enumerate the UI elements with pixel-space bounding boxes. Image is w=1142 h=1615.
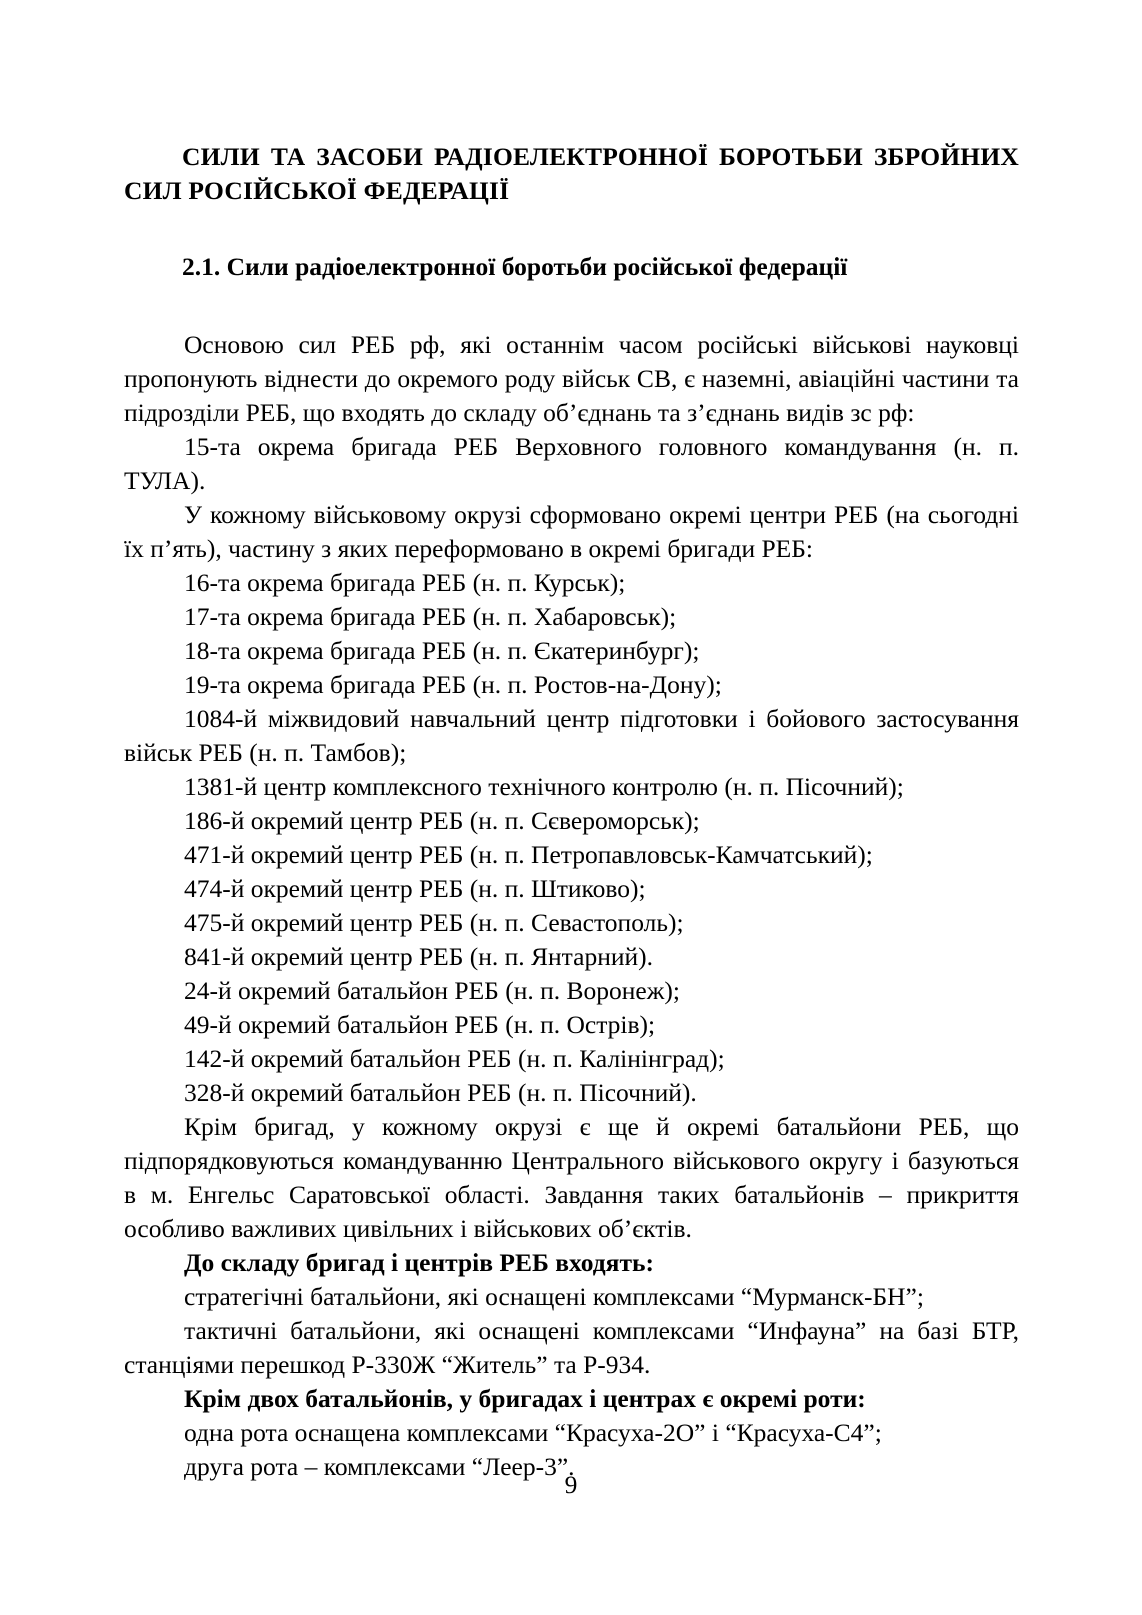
list-item-centre-474: 474-й окремий центр РЕБ (н. п. Штиково); bbox=[184, 874, 646, 903]
composition-item-strategic: стратегічні батальйони, які оснащені комплексами “Мурманск-БН”; bbox=[184, 1282, 924, 1311]
paragraph-intro: Основою сил РЕБ рф, які останнім часом російські військові науковці пропонують віднести до окремого роду військ СВ, є наземні, авіаційні частини та підрозділи РЕБ, що входять до складу об’єднань та з’єднань видів зс рф: bbox=[124, 330, 1019, 427]
companies-lead: Крім двох батальйонів, у бригадах і центрах є окремі роти: bbox=[184, 1384, 866, 1413]
companies-item-first: одна рота оснащена комплексами “Красуха-2О” і “Красуха-С4”; bbox=[184, 1418, 882, 1447]
list-item-battalion-142: 142-й окремий батальйон РЕБ (н. п. Калінінград); bbox=[184, 1044, 725, 1073]
chapter-heading: СИЛИ ТА ЗАСОБИ РАДІОЕЛЕКТРОННОЇ БОРОТЬБИ ЗБРОЙНИХ СИЛ РОСІЙСЬКОЇ ФЕДЕРАЦІЇ bbox=[124, 142, 1019, 205]
page-footer bbox=[0, 1470, 1142, 1500]
list-item-brigade-18: 18-та окрема бригада РЕБ (н. п. Єкатеринбург); bbox=[184, 636, 700, 665]
companies-item-second: друга рота – комплексами “Леер-3”. bbox=[184, 1452, 575, 1481]
paragraph-military-districts: У кожному військовому окрузі сформовано окремі центри РЕБ (на сьогодні їх п’ять), частину з яких переформовано в окремі бригади РЕБ: bbox=[124, 500, 1019, 563]
paragraph-besides-brigades: Крім бригад, у кожному окрузі є ще й окремі батальйони РЕБ, що підпорядковуються командуванню Центрального військового округу і базуються в м. Енгельс Саратовської області. Завдання таких батальйонів – прикриття особливо важливих цивільних і військових об’єктів. bbox=[124, 1112, 1019, 1243]
composition-lead: До складу бригад і центрів РЕБ входять: bbox=[184, 1248, 654, 1277]
list-item-centre-841: 841-й окремий центр РЕБ (н. п. Янтарний). bbox=[184, 942, 654, 971]
list-item-centre-471: 471-й окремий центр РЕБ (н. п. Петропавловськ-Камчатський); bbox=[184, 840, 873, 869]
composition-item-tactical: тактичні батальйони, які оснащені комплексами “Инфауна” на базі БТР, станціями перешкод Р-330Ж “Житель” та Р-934. bbox=[124, 1316, 1019, 1379]
list-item-battalion-49: 49-й окремий батальйон РЕБ (н. п. Острів); bbox=[184, 1010, 656, 1039]
list-item-centre-1381: 1381-й центр комплексного технічного контролю (н. п. Пісочний); bbox=[184, 772, 904, 801]
unit-brigade-15: 15-та окрема бригада РЕБ Верховного головного командування (н. п. ТУЛА). bbox=[124, 432, 1019, 495]
list-item-brigade-16: 16-та окрема бригада РЕБ (н. п. Курськ); bbox=[184, 568, 626, 597]
page-number: 9 bbox=[564, 1470, 578, 1499]
list-item-brigade-17: 17-та окрема бригада РЕБ (н. п. Хабаровськ); bbox=[184, 602, 677, 631]
section-heading-2-1: 2.1. Сили радіоелектронної боротьби російської федерації bbox=[182, 252, 848, 281]
list-item-centre-186: 186-й окремий центр РЕБ (н. п. Сєвероморськ); bbox=[184, 806, 700, 835]
list-item-brigade-19: 19-та окрема бригада РЕБ (н. п. Ростов-на-Дону); bbox=[184, 670, 722, 699]
list-item-battalion-24: 24-й окремий батальйон РЕБ (н. п. Воронеж); bbox=[184, 976, 680, 1005]
page-content bbox=[124, 140, 1019, 1484]
list-item-centre-475: 475-й окремий центр РЕБ (н. п. Севастополь); bbox=[184, 908, 684, 937]
list-item-centre-1084: 1084-й міжвидовий навчальний центр підготовки і бойового застосування військ РЕБ (н. п. Тамбов); bbox=[124, 704, 1019, 767]
list-item-battalion-328: 328-й окремий батальйон РЕБ (н. п. Пісочний). bbox=[184, 1078, 697, 1107]
